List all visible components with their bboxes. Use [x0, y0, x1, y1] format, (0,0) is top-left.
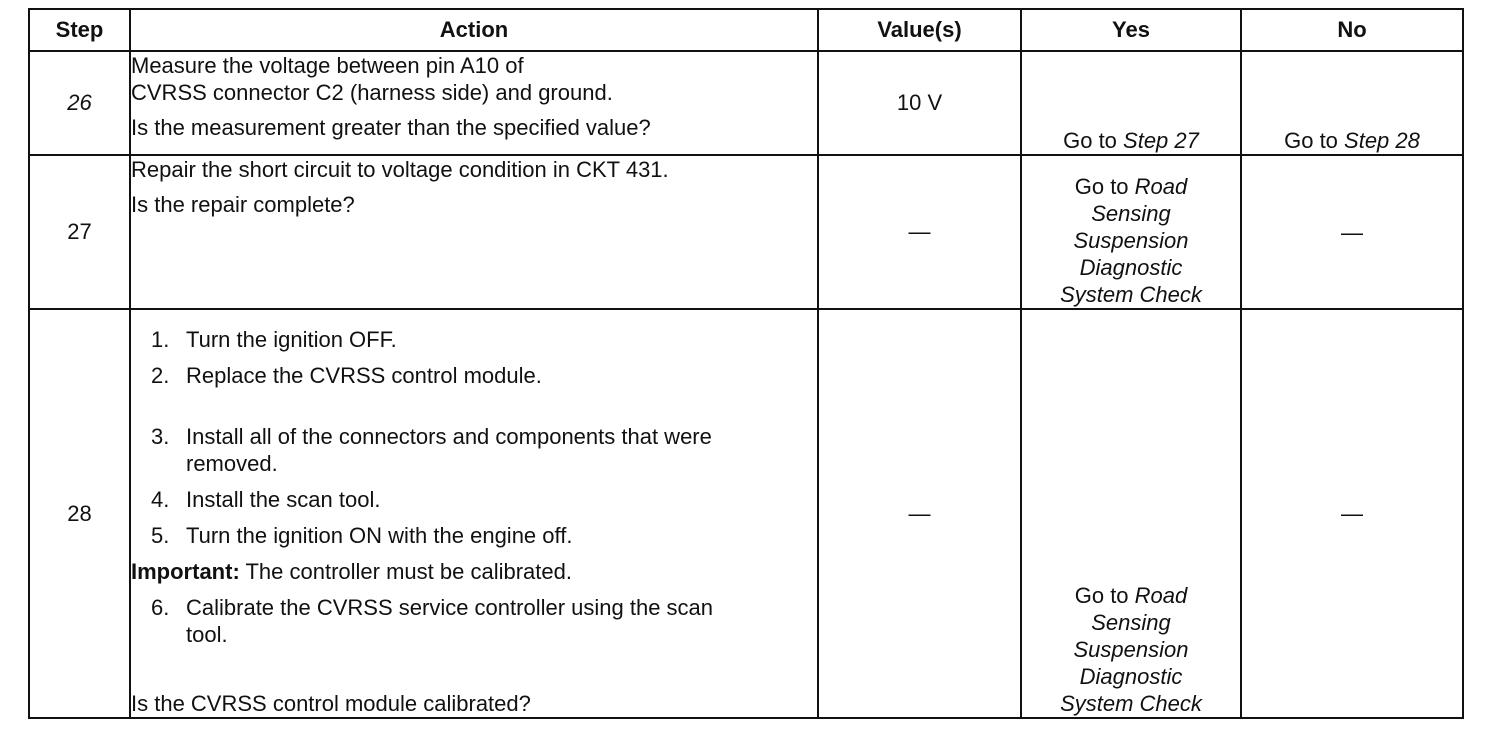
- list-item-text: Turn the ignition OFF.: [186, 327, 397, 352]
- yes-target-line[interactable]: Sensing: [1091, 201, 1171, 226]
- action-cell: [130, 51, 818, 155]
- table-row-step-27: [29, 155, 1463, 309]
- list-item-number: 3.: [151, 424, 170, 449]
- yes-cell: [1021, 155, 1241, 309]
- yes-target-line[interactable]: Suspension: [1073, 228, 1189, 253]
- value-cell: —: [818, 309, 1021, 718]
- header-no: No: [1241, 9, 1463, 51]
- action-line: Repair the short circuit to voltage condition in CKT 431.: [131, 157, 669, 182]
- list-item-text: Install the scan tool.: [186, 487, 381, 512]
- yes-prefix: Go to: [1074, 174, 1135, 199]
- header-row: [29, 9, 1463, 51]
- header-values: Value(s): [818, 9, 1021, 51]
- yes-cell: [1021, 309, 1241, 718]
- list-item-text: Replace the CVRSS control module.: [186, 363, 542, 388]
- step-number: 27: [29, 155, 130, 309]
- step-number: 26: [29, 51, 130, 155]
- list-item-number: 5.: [151, 523, 170, 548]
- list-item-number: 4.: [151, 487, 170, 512]
- important-text: The controller must be calibrated.: [239, 559, 572, 584]
- yes-target-link[interactable]: Road: [1134, 174, 1188, 199]
- yes-target-link[interactable]: Road: [1134, 583, 1188, 608]
- action-cell: [130, 309, 818, 718]
- action-cell: [130, 155, 818, 309]
- list-item-number: 6.: [151, 595, 170, 620]
- header-yes: Yes: [1021, 9, 1241, 51]
- yes-cell: [1021, 51, 1241, 155]
- diagnostic-table: [28, 8, 1464, 719]
- yes-target-line[interactable]: System Check: [1060, 691, 1202, 716]
- list-item-number: 1.: [151, 327, 170, 352]
- list-item-text: Turn the ignition ON with the engine off.: [186, 523, 573, 548]
- value-cell: —: [818, 155, 1021, 309]
- no-prefix: Go to: [1284, 128, 1345, 153]
- list-item: [131, 594, 817, 648]
- step-number: 28: [29, 309, 130, 718]
- yes-target-link[interactable]: Step 27: [1123, 128, 1199, 153]
- yes-target-line[interactable]: Suspension: [1073, 637, 1189, 662]
- list-item: [131, 326, 817, 353]
- list-item-number: 2.: [151, 363, 170, 388]
- important-note: [131, 558, 817, 585]
- yes-target-line[interactable]: Diagnostic: [1079, 255, 1183, 280]
- value-cell: 10 V: [818, 51, 1021, 155]
- table-row-step-26: [29, 51, 1463, 155]
- list-item: [131, 423, 817, 477]
- header-step: Step: [29, 9, 130, 51]
- yes-prefix: Go to: [1063, 128, 1124, 153]
- action-question: Is the repair complete?: [131, 192, 355, 217]
- no-cell: —: [1241, 309, 1463, 718]
- action-question: Is the CVRSS control module calibrated?: [131, 691, 531, 716]
- no-cell: [1241, 51, 1463, 155]
- action-line: CVRSS connector C2 (harness side) and ground.: [131, 80, 613, 105]
- yes-prefix: Go to: [1074, 583, 1135, 608]
- yes-target-line[interactable]: Sensing: [1091, 610, 1171, 635]
- yes-target-line[interactable]: Diagnostic: [1079, 664, 1183, 689]
- action-line: Measure the voltage between pin A10 of: [131, 53, 524, 78]
- header-action: Action: [130, 9, 818, 51]
- list-item: [131, 362, 817, 389]
- table-row-step-28: [29, 309, 1463, 718]
- no-target-link[interactable]: Step 28: [1344, 128, 1420, 153]
- yes-target-line[interactable]: System Check: [1060, 282, 1202, 307]
- no-cell: —: [1241, 155, 1463, 309]
- list-item: [131, 522, 817, 549]
- important-label: Important:: [131, 559, 240, 584]
- list-item-text: Calibrate the CVRSS service controller using the scan tool.: [186, 595, 714, 647]
- action-question: Is the measurement greater than the specified value?: [131, 115, 651, 140]
- list-item: [131, 486, 817, 513]
- list-item-text: Install all of the connectors and components that were removed.: [186, 424, 712, 476]
